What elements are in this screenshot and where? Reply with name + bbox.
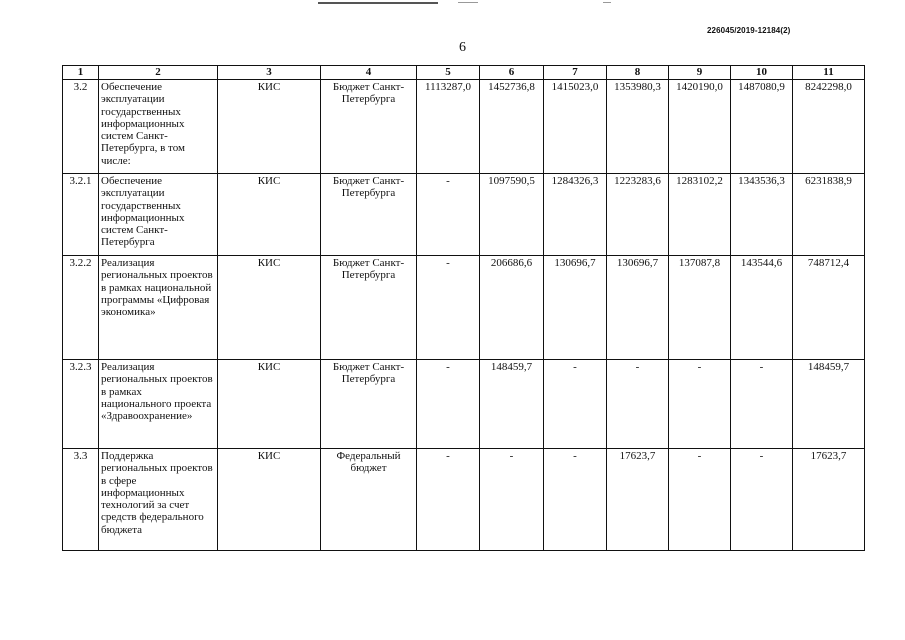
row-funding-source: Бюджет Санкт-Петербурга bbox=[321, 174, 417, 256]
row-value: 17623,7 bbox=[607, 449, 669, 551]
row-value: 1113287,0 bbox=[417, 80, 480, 174]
row-executor: КИС bbox=[218, 80, 321, 174]
table-row bbox=[63, 80, 865, 174]
column-header: 5 bbox=[417, 66, 480, 80]
row-value: - bbox=[544, 360, 607, 449]
row-executor: КИС bbox=[218, 449, 321, 551]
table-header-row bbox=[63, 66, 865, 80]
program-table bbox=[62, 65, 865, 551]
scan-top-mark bbox=[458, 2, 478, 3]
row-value: 1284326,3 bbox=[544, 174, 607, 256]
column-header: 4 bbox=[321, 66, 417, 80]
row-value: - bbox=[731, 360, 793, 449]
row-total: 6231838,9 bbox=[793, 174, 865, 256]
table-row bbox=[63, 360, 865, 449]
row-value: 148459,7 bbox=[480, 360, 544, 449]
row-value: 1487080,9 bbox=[731, 80, 793, 174]
column-header: 9 bbox=[669, 66, 731, 80]
row-executor: КИС bbox=[218, 256, 321, 360]
row-total: 8242298,0 bbox=[793, 80, 865, 174]
column-header: 7 bbox=[544, 66, 607, 80]
row-executor: КИС bbox=[218, 360, 321, 449]
row-name: Реализация региональных проектов в рамках национальной программы «Цифровая экономика» bbox=[99, 256, 218, 360]
column-header: 6 bbox=[480, 66, 544, 80]
row-value: 1420190,0 bbox=[669, 80, 731, 174]
row-name: Обеспечение эксплуатации государственных информационных систем Санкт-Петербурга bbox=[99, 174, 218, 256]
row-name: Реализация региональных проектов в рамках национального проекта «Здравоохранение» bbox=[99, 360, 218, 449]
row-value: - bbox=[669, 360, 731, 449]
row-value: - bbox=[731, 449, 793, 551]
row-funding-source: Бюджет Санкт-Петербурга bbox=[321, 80, 417, 174]
row-name: Обеспечение эксплуатации государственных информационных систем Санкт-Петербурга, в том числе: bbox=[99, 80, 218, 174]
column-header: 11 bbox=[793, 66, 865, 80]
document-number: 226045/2019-12184(2) bbox=[707, 26, 791, 35]
row-value: 130696,7 bbox=[544, 256, 607, 360]
row-total: 748712,4 bbox=[793, 256, 865, 360]
row-value: - bbox=[607, 360, 669, 449]
row-value: 130696,7 bbox=[607, 256, 669, 360]
row-value: 1353980,3 bbox=[607, 80, 669, 174]
row-value: - bbox=[417, 360, 480, 449]
row-value: 1097590,5 bbox=[480, 174, 544, 256]
page-number: 6 bbox=[459, 40, 466, 55]
row-value: - bbox=[417, 256, 480, 360]
row-total: 148459,7 bbox=[793, 360, 865, 449]
column-header: 1 bbox=[63, 66, 99, 80]
row-value: - bbox=[417, 449, 480, 551]
row-value: 1452736,8 bbox=[480, 80, 544, 174]
scan-top-mark bbox=[603, 2, 611, 3]
row-number: 3.2.1 bbox=[63, 174, 99, 256]
scan-top-rule bbox=[318, 2, 438, 4]
row-value: - bbox=[417, 174, 480, 256]
row-value: 137087,8 bbox=[669, 256, 731, 360]
table-row bbox=[63, 449, 865, 551]
row-value: 206686,6 bbox=[480, 256, 544, 360]
row-funding-source: Бюджет Санкт-Петербурга bbox=[321, 360, 417, 449]
row-executor: КИС bbox=[218, 174, 321, 256]
row-funding-source: Федеральный бюджет bbox=[321, 449, 417, 551]
row-value: - bbox=[480, 449, 544, 551]
table-row bbox=[63, 174, 865, 256]
row-value: 1343536,3 bbox=[731, 174, 793, 256]
column-header: 3 bbox=[218, 66, 321, 80]
column-header: 8 bbox=[607, 66, 669, 80]
row-number: 3.3 bbox=[63, 449, 99, 551]
row-name: Поддержка региональных проектов в сфере информационных технологий за счет средств федерального бюджета bbox=[99, 449, 218, 551]
row-value: 1415023,0 bbox=[544, 80, 607, 174]
column-header: 2 bbox=[99, 66, 218, 80]
row-total: 17623,7 bbox=[793, 449, 865, 551]
row-value: 143544,6 bbox=[731, 256, 793, 360]
row-value: - bbox=[669, 449, 731, 551]
column-header: 10 bbox=[731, 66, 793, 80]
row-value: - bbox=[544, 449, 607, 551]
table-row bbox=[63, 256, 865, 360]
row-number: 3.2.3 bbox=[63, 360, 99, 449]
row-value: 1283102,2 bbox=[669, 174, 731, 256]
row-funding-source: Бюджет Санкт-Петербурга bbox=[321, 256, 417, 360]
row-number: 3.2.2 bbox=[63, 256, 99, 360]
row-value: 1223283,6 bbox=[607, 174, 669, 256]
row-number: 3.2 bbox=[63, 80, 99, 174]
